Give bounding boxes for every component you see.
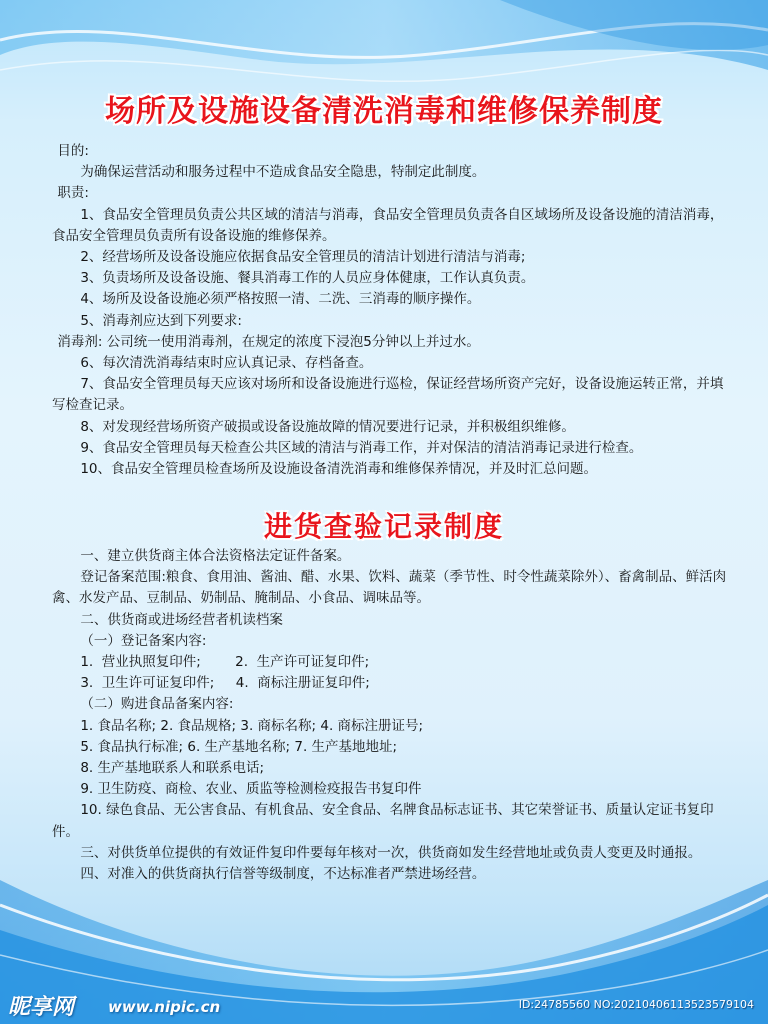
page-title-cleaning-maintenance: 场所及设施设备清洗消毒和维修保养制度 [105, 94, 663, 129]
paragraph: 职责: [57, 185, 89, 202]
paragraph: 2、经营场所及设备设施应依据食品安全管理员的清洁计划进行清洁与消毒; [80, 249, 526, 266]
paragraph: 4、场所及设备设施必须严格按照一清、二洗、三消毒的顺序操作。 [80, 291, 481, 308]
purchase-inspection-body [52, 546, 728, 885]
paragraph: 10、食品安全管理员检查场所及设施设备清洗消毒和维修保养情况，并及时汇总问题。 [80, 461, 598, 478]
paragraph: 1、食品安全管理员负责公共区域的清洁与消毒，食品安全管理员负责各自区域场所及设备设施的清洁消毒，食品安全管理员负责所有设备设施的维修保养。 [52, 206, 724, 244]
watermark-id: ID:24785560 NO:20210406113523579104 [518, 998, 754, 1011]
paragraph: 8. 生产基地联系人和联系电话; [80, 760, 265, 777]
paragraph: 10. 绿色食品、无公害食品、有机食品、安全食品、名牌食品标志证书、其它荣誉证书、质量认定证书复印件。 [52, 802, 714, 840]
paragraph: 1. 营业执照复印件; 2. 生产许可证复印件; [80, 654, 370, 671]
paragraph: 6、每次清洗消毒结束时应认真记录、存档备查。 [80, 355, 373, 372]
paragraph: 目的: [57, 143, 89, 159]
paragraph: （二）购进食品备案内容: [80, 696, 234, 713]
paragraph: 消毒剂: 公司统一使用消毒剂，在规定的浓度下浸泡5分钟以上并过水。 [57, 333, 480, 350]
paragraph: 9、食品安全管理员每天检查公共区域的清洁与消毒工作，并对保洁的清洁消毒记录进行检查。 [80, 439, 643, 456]
paragraph: 二、供货商或进场经营者机读档案 [80, 611, 283, 628]
page-title-purchase-inspection: 进货查验记录制度 [263, 510, 504, 543]
paragraph: 登记备案范围:粮食、食用油、酱油、醋、水果、饮料、蔬菜（季节性、时令性蔬菜除外）、畜禽制品、鲜活肉禽、水发产品、豆制品、奶制品、腌制品、小食品、调味品等。 [52, 569, 727, 607]
watermark-logo: 昵享网 [8, 995, 75, 1020]
paragraph: 5、消毒剂应达到下列要求: [80, 312, 242, 329]
paragraph: 一、建立供货商主体合法资格法定证件备案。 [80, 548, 351, 564]
paragraph: 9. 卫生防疫、商检、农业、质监等检测检疫报告书复印件 [80, 781, 422, 798]
paragraph: 3. 卫生许可证复印件; 4. 商标注册证复印件; [80, 675, 370, 692]
paragraph: 1. 食品名称; 2. 食品规格; 3. 商标名称; 4. 商标注册证号; [80, 717, 424, 734]
paragraph: 3、负责场所及设备设施、餐具消毒工作的人员应身体健康，工作认真负责。 [80, 270, 535, 287]
paragraph: 7、食品安全管理员每天应该对场所和设备设施进行巡检，保证经营场所资产完好，设备设施运转正常，并填写检查记录。 [52, 376, 724, 414]
paragraph: 5. 食品执行标准; 6. 生产基地名称; 7. 生产基地地址; [80, 738, 398, 755]
watermark-url: www.nipic.cn [108, 998, 221, 1016]
paragraph: （一）登记备案内容: [80, 632, 207, 649]
paragraph: 为确保运营活动和服务过程中不造成食品安全隐患，特制定此制度。 [80, 164, 486, 181]
paragraph: 8、对发现经营场所资产破损或设备设施故障的情况要进行记录，并积极组织维修。 [80, 418, 575, 435]
paragraph: 三、对供货单位提供的有效证件复印件要每年核对一次，供货商如发生经营地址或负责人变更及时通报。 [80, 844, 702, 861]
cleaning-maintenance-body [52, 141, 728, 480]
paragraph: 四、对准入的供货商执行信誉等级制度，不达标准者严禁进场经营。 [80, 866, 486, 883]
